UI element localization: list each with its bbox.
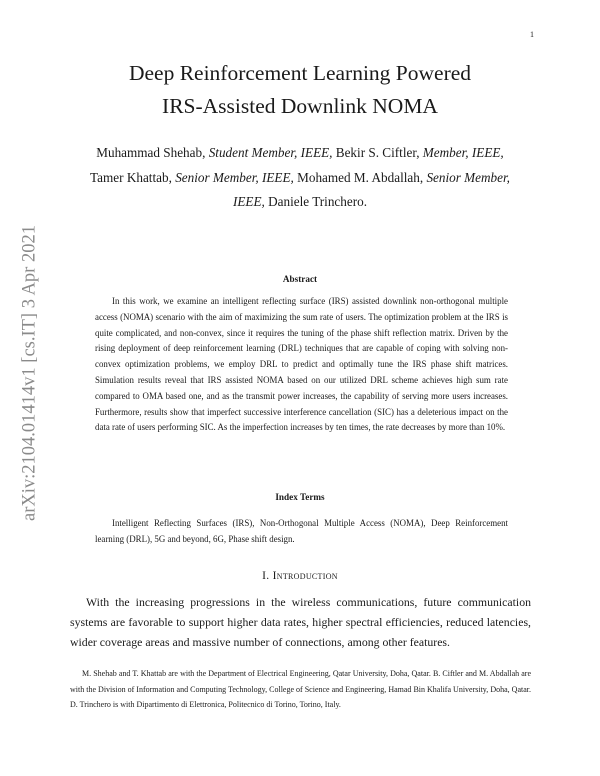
paper-title bbox=[60, 57, 540, 123]
section-title: Introduction bbox=[272, 570, 338, 582]
title-line-1: Deep Reinforcement Learning Powered bbox=[128, 61, 472, 85]
author-name: Muhammad Shehab, bbox=[96, 145, 209, 160]
page-number: 1 bbox=[530, 30, 534, 39]
index-terms-heading: Index Terms bbox=[275, 492, 325, 502]
arxiv-identifier: arXiv:2104.01414v1 [cs.IT] 3 Apr 2021 bbox=[19, 225, 40, 521]
author-name: Tamer Khattab, bbox=[90, 169, 176, 185]
introduction-heading bbox=[60, 570, 540, 582]
affiliation-footnote: M. Shehab and T. Khattab are with the Department of Electrical Engineering, Qatar University, Doha, Qatar. B. Ciftler and M. Abdallah are with the Division of Information and Computing Technology, College of Science and Engineering, Hamad Bin Khalifa University, Doha, Qatar. D. Trinchero is with Dipartimento di Elettronica, Politecnico di Torino, Torino, Italy. bbox=[70, 669, 531, 709]
index-terms-text: Intelligent Reflecting Surfaces (IRS), Non-Orthogonal Multiple Access (NOMA), Deep Reinforcement learning (DRL), 5G and beyond, 6G, Phase shift design. bbox=[95, 518, 508, 544]
author-list bbox=[75, 141, 525, 215]
author-membership: Senior Member, IEEE, bbox=[175, 169, 298, 185]
author-membership: Student Member, IEEE, bbox=[208, 145, 336, 160]
introduction-text: With the increasing progressions in the wireless communications, future communication systems are favorable to support higher data rates, higher spectral efficiencies, reduced latencies, wider coverage areas and massive number of connections, among other features. bbox=[70, 595, 531, 649]
author-membership: Senior Member, IEEE, bbox=[232, 169, 510, 209]
abstract-text: In this work, we examine an intelligent reflecting surface (IRS) assisted downlink non-orthogonal multiple access (NOMA) scenario with the aim of maximizing the sum rate of users. The optimization problem at the IRS is quite complicated, and non-convex, since it requires the tuning of the phase shift reflection matrix. Driven by the rising deployment of deep reinforcement learning (DRL) techniques that are capable of coping with solving non-convex optimization problems, we employ DRL to predict and optimally tune the IRS phase shift matrices. Simulation results reveal that IRS assisted NOMA based on our utilized DRL scheme achieves high sum rate compared to OMA based one, and as the transmit power increases, the capability of serving more users increases. Furthermore, results show that imperfect successive interference cancellation (SIC) has a deleterious impact on the data rate of users performing SIC. As the imperfection increases by ten times, the rate decreases by more than 10%. bbox=[95, 296, 508, 433]
author-name: Bekir S. Ciftler, bbox=[335, 145, 423, 160]
title-line-2: IRS-Assisted Downlink NOMA bbox=[162, 94, 438, 118]
author-name: Mohamed M. Abdallah, bbox=[297, 169, 427, 185]
abstract-heading: Abstract bbox=[282, 274, 318, 284]
author-membership: Member, IEEE, bbox=[422, 145, 504, 160]
section-numeral: I. bbox=[262, 570, 273, 582]
author-name: Daniele Trinchero. bbox=[268, 194, 368, 209]
